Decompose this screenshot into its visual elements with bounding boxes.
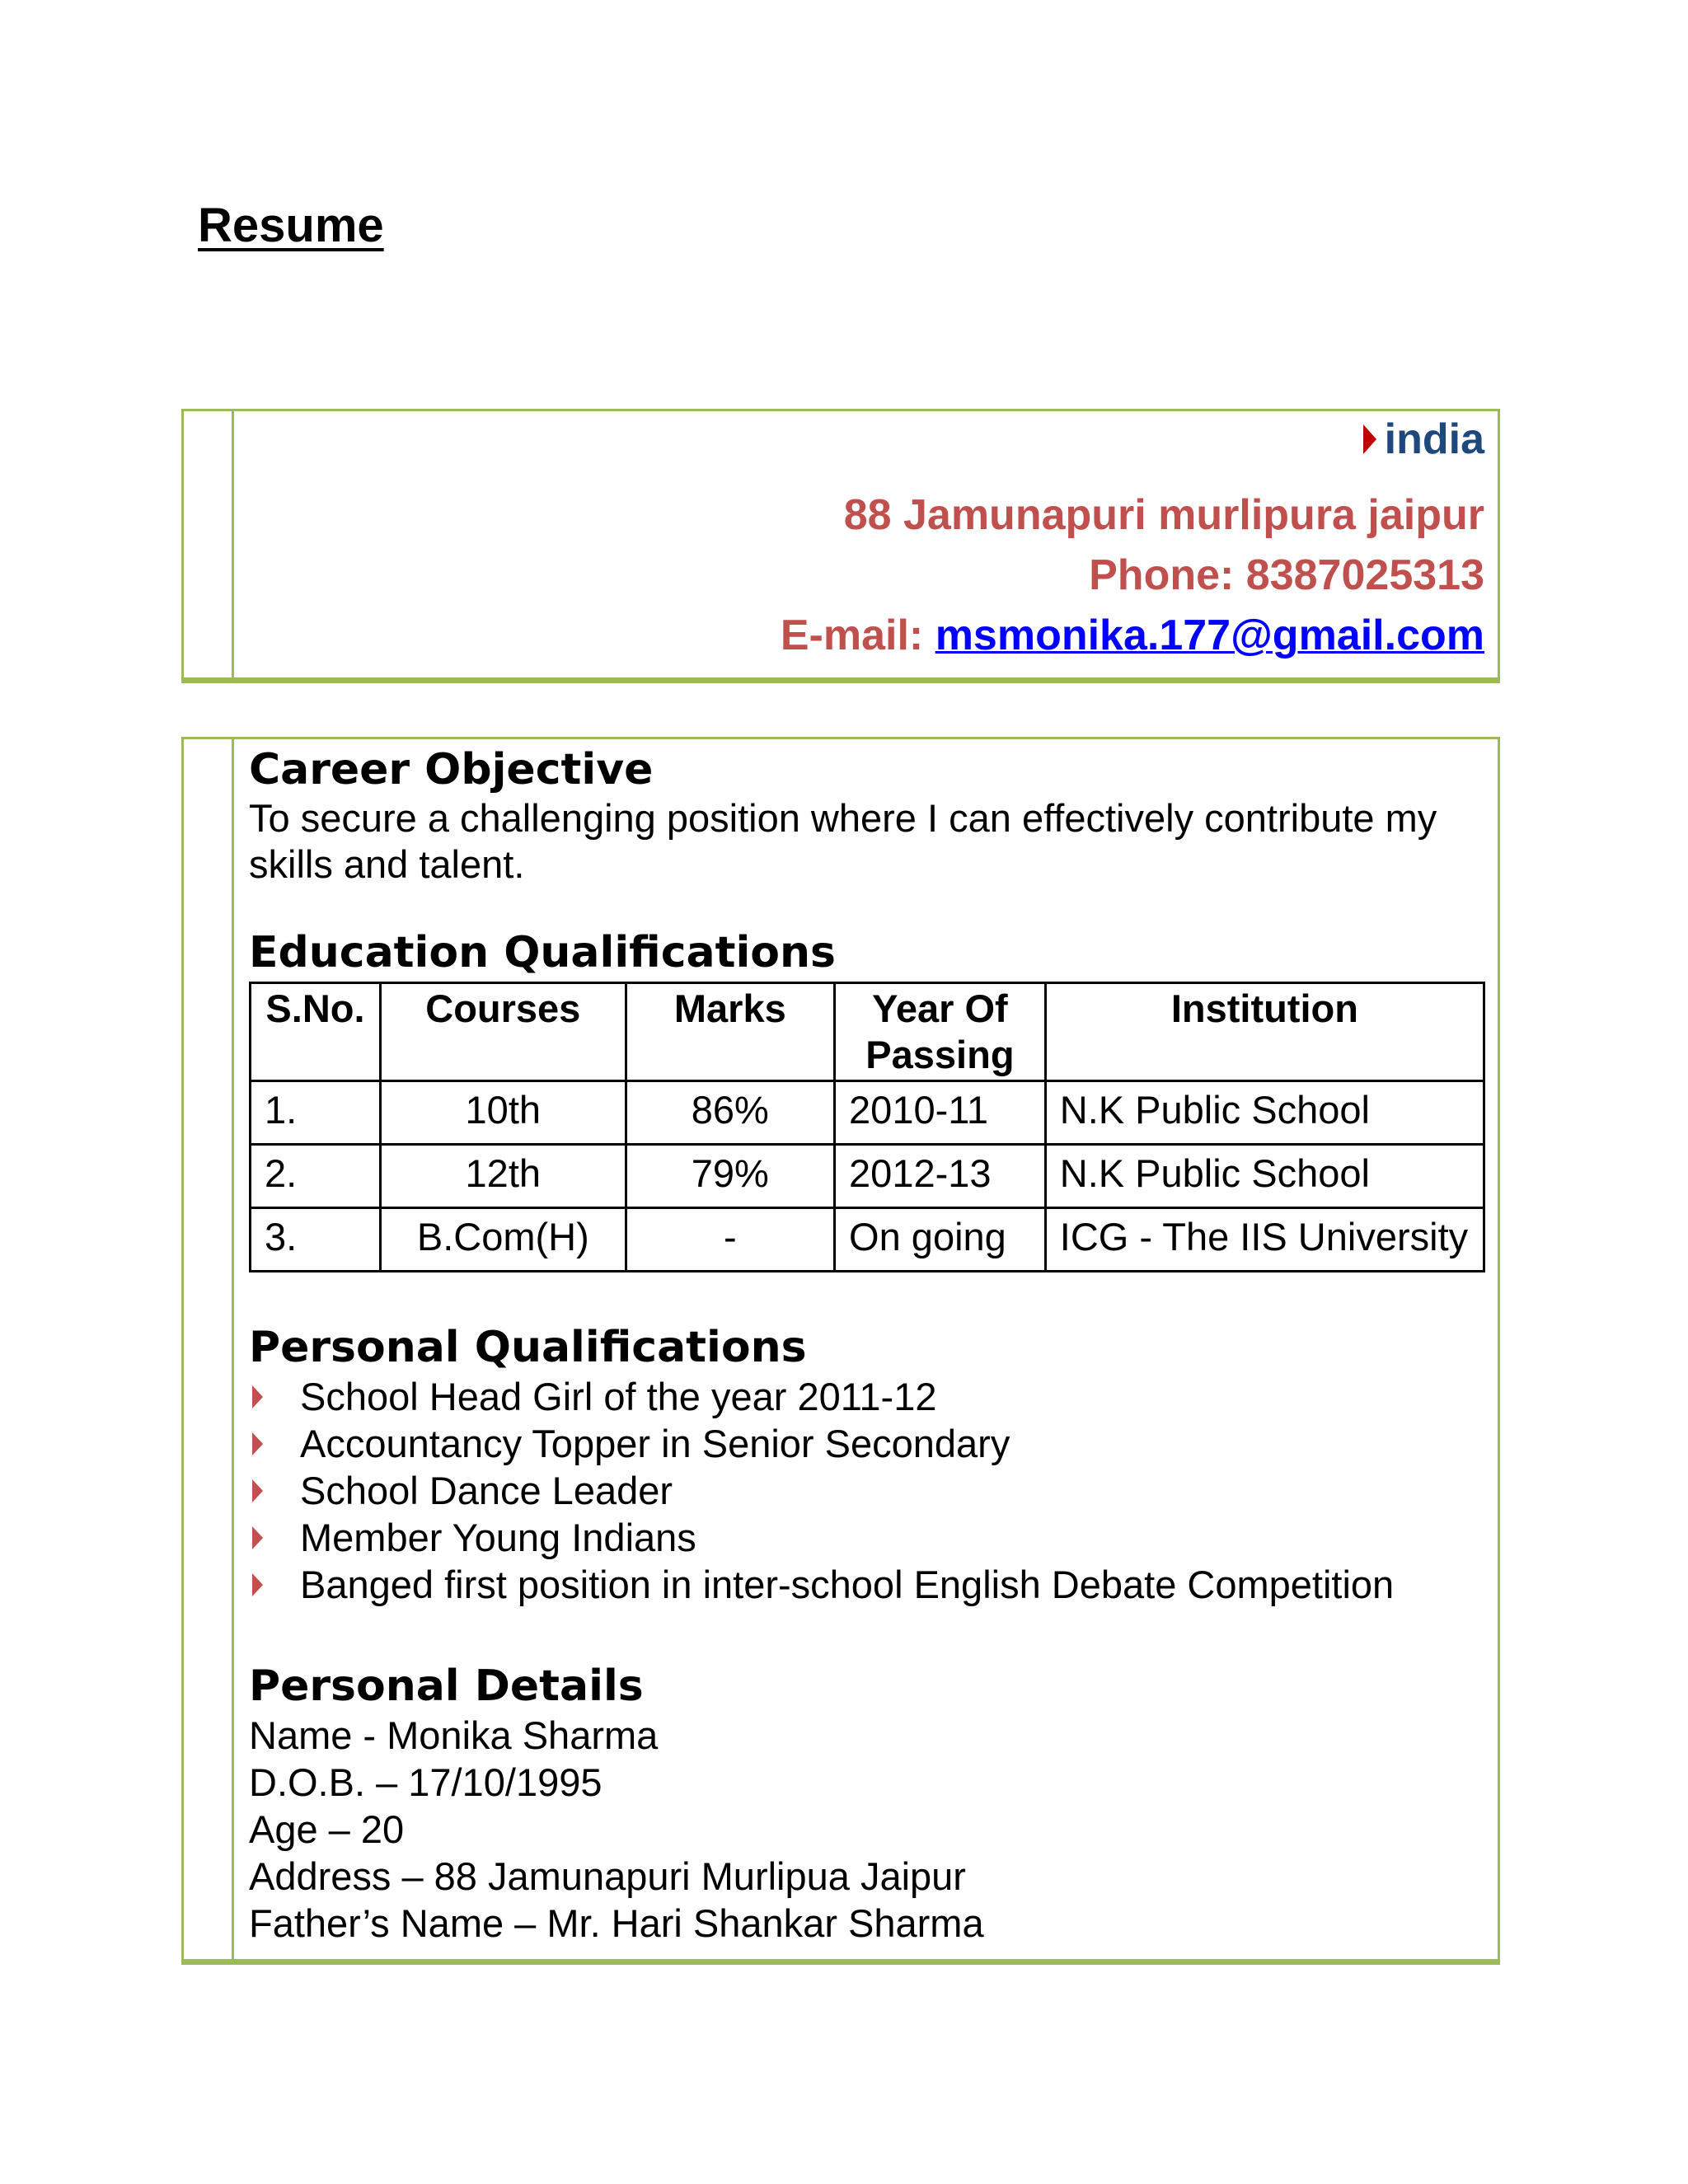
table-cell: - xyxy=(626,1208,834,1272)
list-item-text: School Head Girl of the year 2011-12 xyxy=(300,1375,937,1418)
document-title: Resume xyxy=(198,199,384,252)
list-item-text: Member Young Indians xyxy=(300,1516,696,1559)
personal-details-heading: Personal Details xyxy=(249,1661,644,1711)
table-cell: N.K Public School xyxy=(1045,1081,1484,1145)
contact-box xyxy=(181,409,1500,683)
table-cell: 86% xyxy=(626,1081,834,1145)
list-item xyxy=(249,1373,1484,1420)
box-divider xyxy=(232,739,234,1959)
detail-name: Name - Monika Sharma xyxy=(249,1713,659,1757)
column-header: Year Of Passing xyxy=(835,983,1046,1081)
education-heading: Education Qualifications xyxy=(249,928,837,977)
email-line xyxy=(781,606,1484,666)
column-header: Courses xyxy=(380,983,626,1081)
detail-father-name: Father’s Name – Mr. Hari Shankar Sharma xyxy=(249,1901,984,1945)
personal-details xyxy=(249,1712,1484,1947)
country-line xyxy=(781,415,1484,464)
triangle-bullet-icon xyxy=(1363,424,1376,454)
box-divider xyxy=(232,411,234,677)
column-header: S.No. xyxy=(251,983,381,1081)
table-row xyxy=(251,1145,1484,1208)
triangle-bullet-icon xyxy=(252,1573,263,1596)
table-cell: On going xyxy=(835,1208,1046,1272)
table-cell: 12th xyxy=(380,1145,626,1208)
table-cell: 2010-11 xyxy=(835,1081,1046,1145)
table-cell: ICG - The IIS University xyxy=(1045,1208,1484,1272)
detail-address: Address – 88 Jamunapuri Murlipua Jaipur xyxy=(249,1854,966,1898)
table-cell: 3. xyxy=(251,1208,381,1272)
email-link[interactable]: msmonika.177@gmail.com xyxy=(935,612,1484,659)
phone-line xyxy=(781,546,1484,606)
triangle-bullet-icon xyxy=(252,1432,263,1455)
personal-qualifications-heading: Personal Qualifications xyxy=(249,1323,807,1372)
table-cell: 10th xyxy=(380,1081,626,1145)
table-row xyxy=(251,1208,1484,1272)
list-item-text: School Dance Leader xyxy=(300,1469,673,1512)
detail-age: Age – 20 xyxy=(249,1807,405,1851)
table-cell: N.K Public School xyxy=(1045,1145,1484,1208)
triangle-bullet-icon xyxy=(252,1479,263,1502)
list-item xyxy=(249,1561,1484,1608)
career-objective-heading: Career Objective xyxy=(249,745,654,794)
table-cell: 79% xyxy=(626,1145,834,1208)
career-objective-text: To secure a challenging position where I can effectively contribute my skills and talent. xyxy=(249,796,1437,886)
resume-body-box xyxy=(181,737,1500,1965)
list-item xyxy=(249,1420,1484,1467)
list-item-text: Banged first position in inter-school English Debate Competition xyxy=(300,1563,1395,1606)
resume-content xyxy=(249,744,1484,1947)
table-cell: 2012-13 xyxy=(835,1145,1046,1208)
table-cell: B.Com(H) xyxy=(380,1208,626,1272)
table-header-row xyxy=(251,983,1484,1081)
triangle-bullet-icon xyxy=(252,1526,263,1549)
list-item xyxy=(249,1467,1484,1514)
list-item-text: Accountancy Topper in Senior Secondary xyxy=(300,1422,1010,1465)
table-row xyxy=(251,1081,1484,1145)
phone-number: 8387025313 xyxy=(1245,551,1484,599)
phone-label: Phone: xyxy=(1089,551,1235,599)
personal-qualifications-list xyxy=(249,1373,1484,1608)
address: 88 Jamunapuri murlipura jaipur xyxy=(843,491,1484,539)
contact-info xyxy=(781,411,1484,666)
triangle-bullet-icon xyxy=(252,1385,263,1408)
country: india xyxy=(1384,415,1484,463)
column-header: Marks xyxy=(626,983,834,1081)
email-label: E-mail: xyxy=(780,612,924,659)
education-table xyxy=(249,982,1485,1272)
detail-dob: D.O.B. – 17/10/1995 xyxy=(249,1760,603,1804)
column-header: Institution xyxy=(1045,983,1484,1081)
list-item xyxy=(249,1514,1484,1561)
table-cell: 2. xyxy=(251,1145,381,1208)
table-cell: 1. xyxy=(251,1081,381,1145)
